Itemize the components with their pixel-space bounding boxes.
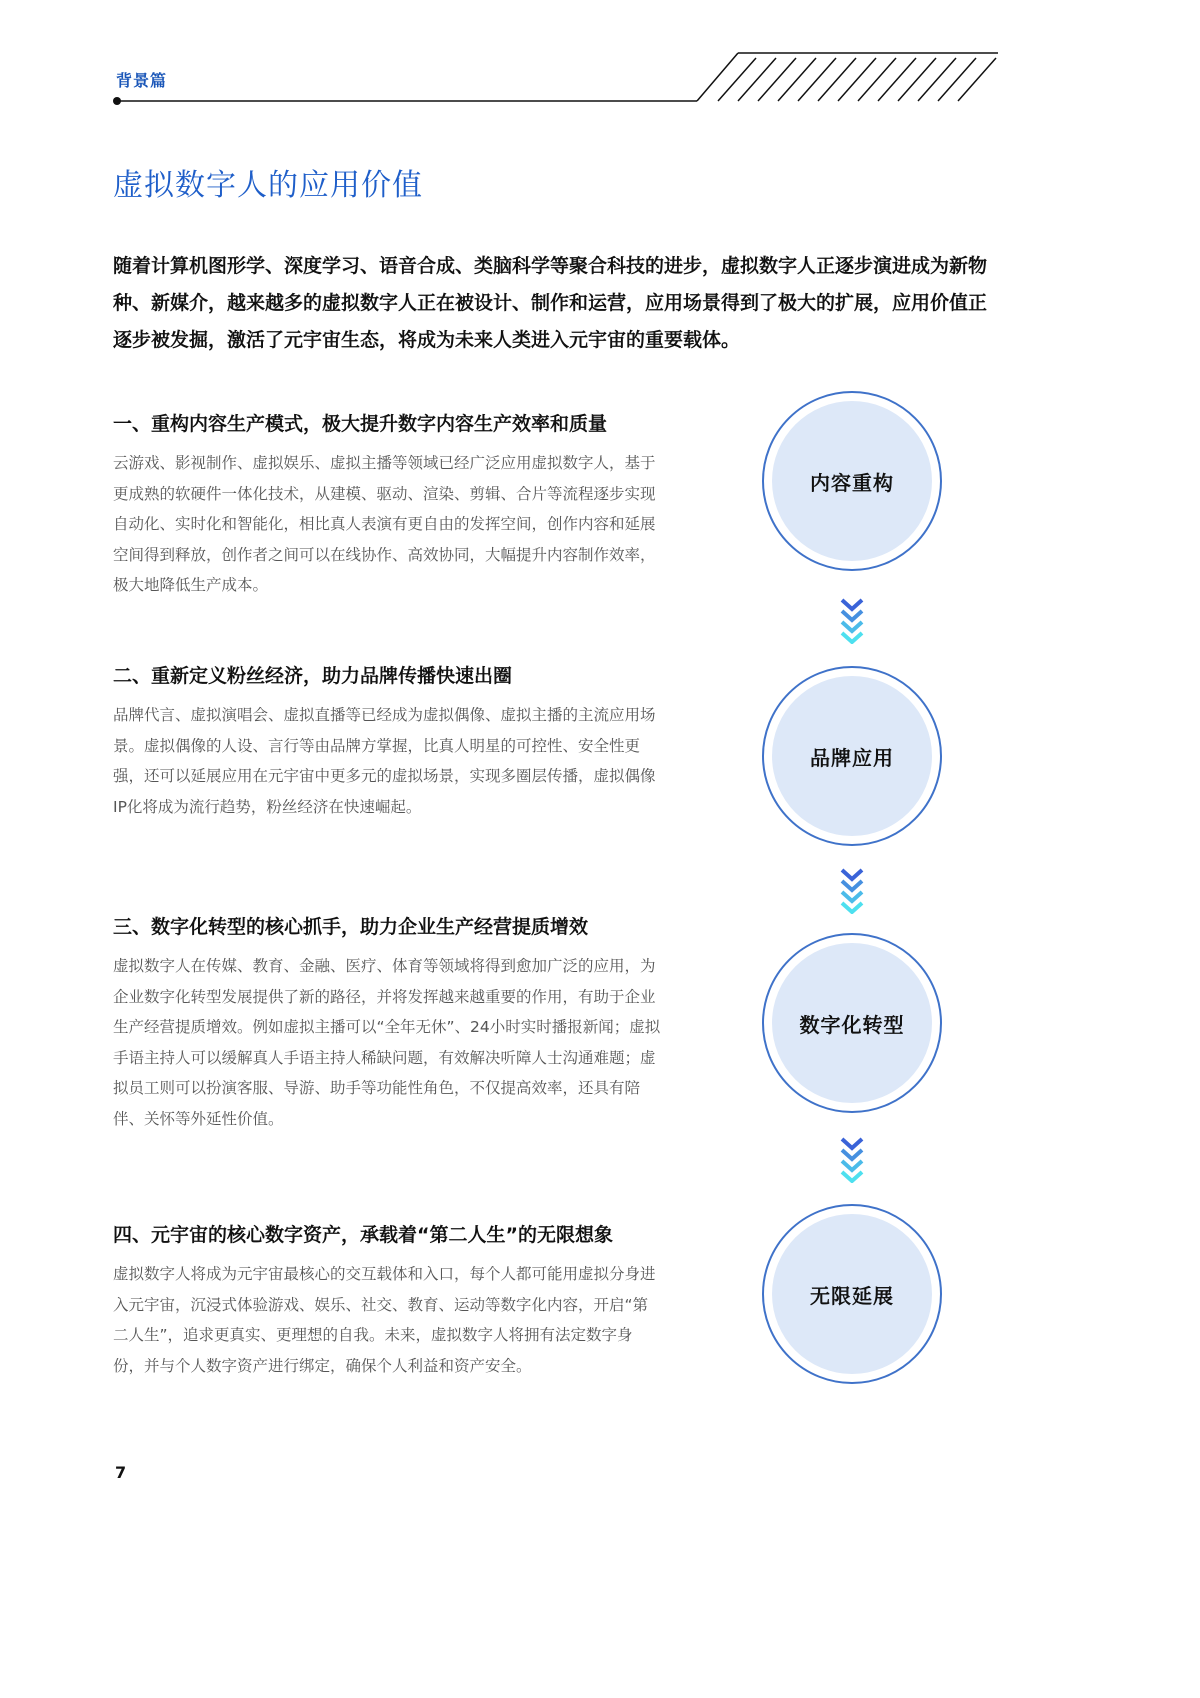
header-rule [0, 0, 1109, 110]
section-3 [113, 913, 661, 1134]
section-body: 虚拟数字人在传媒、教育、金融、医疗、体育等领域将得到愈加广泛的应用，为企业数字化转型发展提供了新的路径，并将发挥越来越重要的作用，有助于企业生产经营提质增效。例如虚拟主播可以“全年无休”、24小时实时播报新闻；虚拟手语主持人可以缓解真人手语主持人稀缺问题，有效解决听障人士沟通难题；虚拟员工则可以扮演客服、导游、助手等功能性角色，不仅提高效率，还具有陪伴、关怀等外延性价值。 [113, 957, 661, 1128]
circle-label: 内容重构 [810, 470, 894, 495]
section-body: 云游戏、影视制作、虚拟娱乐、虚拟主播等领域已经广泛应用虚拟数字人，基于更成熟的软硬件一体化技术，从建模、驱动、渲染、剪辑、合片等流程逐步实现自动化、实时化和智能化，相比真人表演有更自由的发挥空间，创作内容和延展空间得到释放，创作者之间可以在线协作、高效协同，大幅提升内容制作效率，极大地降低生产成本。 [113, 454, 656, 594]
circle-label: 数字化转型 [799, 1012, 905, 1037]
section-body: 品牌代言、虚拟演唱会、虚拟直播等已经成为虚拟偶像、虚拟主播的主流应用场景。虚拟偶像的人设、言行等由品牌方掌握，比真人明星的可控性、安全性更强，还可以延展应用在元宇宙中更多元的虚拟场景，实现多圈层传播，虚拟偶像IP化将成为流行趋势，粉丝经济在快速崛起。 [113, 706, 656, 816]
section-heading: 二、重新定义粉丝经济，助力品牌传播快速出圈 [113, 665, 513, 687]
section-heading: 一、重构内容生产模式，极大提升数字内容生产效率和质量 [113, 413, 608, 435]
section-heading: 三、数字化转型的核心抓手，助力企业生产经营提质增效 [113, 916, 589, 938]
page-title: 虚拟数字人的应用价值 [113, 168, 423, 203]
section-4 [113, 1221, 661, 1381]
section-label: 背景篇 [116, 71, 168, 90]
chevron-down-icon [838, 868, 866, 914]
chevron-down-icon [838, 598, 866, 644]
section-heading: 四、元宇宙的核心数字资产，承载着“第二人生”的无限想象 [113, 1224, 613, 1246]
section-1 [113, 410, 661, 601]
circle-label: 品牌应用 [810, 745, 894, 770]
section-2 [113, 662, 661, 822]
header-hatch [718, 58, 996, 101]
page-number: 7 [115, 1463, 127, 1482]
circle-infinite-extension [762, 1204, 942, 1384]
circle-digital-transformation [762, 933, 942, 1113]
circle-label: 无限延展 [810, 1283, 894, 1308]
circle-brand-application [762, 666, 942, 846]
intro-paragraph: 随着计算机图形学、深度学习、语音合成、类脑科学等聚合科技的进步，虚拟数字人正逐步演进成为新物种、新媒介，越来越多的虚拟数字人正在被设计、制作和运营，应用场景得到了极大的扩展，应用价值正逐步被发掘，激活了元宇宙生态，将成为未来人类进入元宇宙的重要载体。 [113, 255, 988, 351]
chevron-down-icon [838, 1137, 866, 1183]
section-body: 虚拟数字人将成为元宇宙最核心的交互载体和入口，每个人都可能用虚拟分身进入元宇宙，沉浸式体验游戏、娱乐、社交、教育、运动等数字化内容，开启“第二人生”，追求更真实、更理想的自我。未来，虚拟数字人将拥有法定数字身份，并与个人数字资产进行绑定，确保个人利益和资产安全。 [113, 1265, 656, 1375]
circle-content-rebuild [762, 391, 942, 571]
